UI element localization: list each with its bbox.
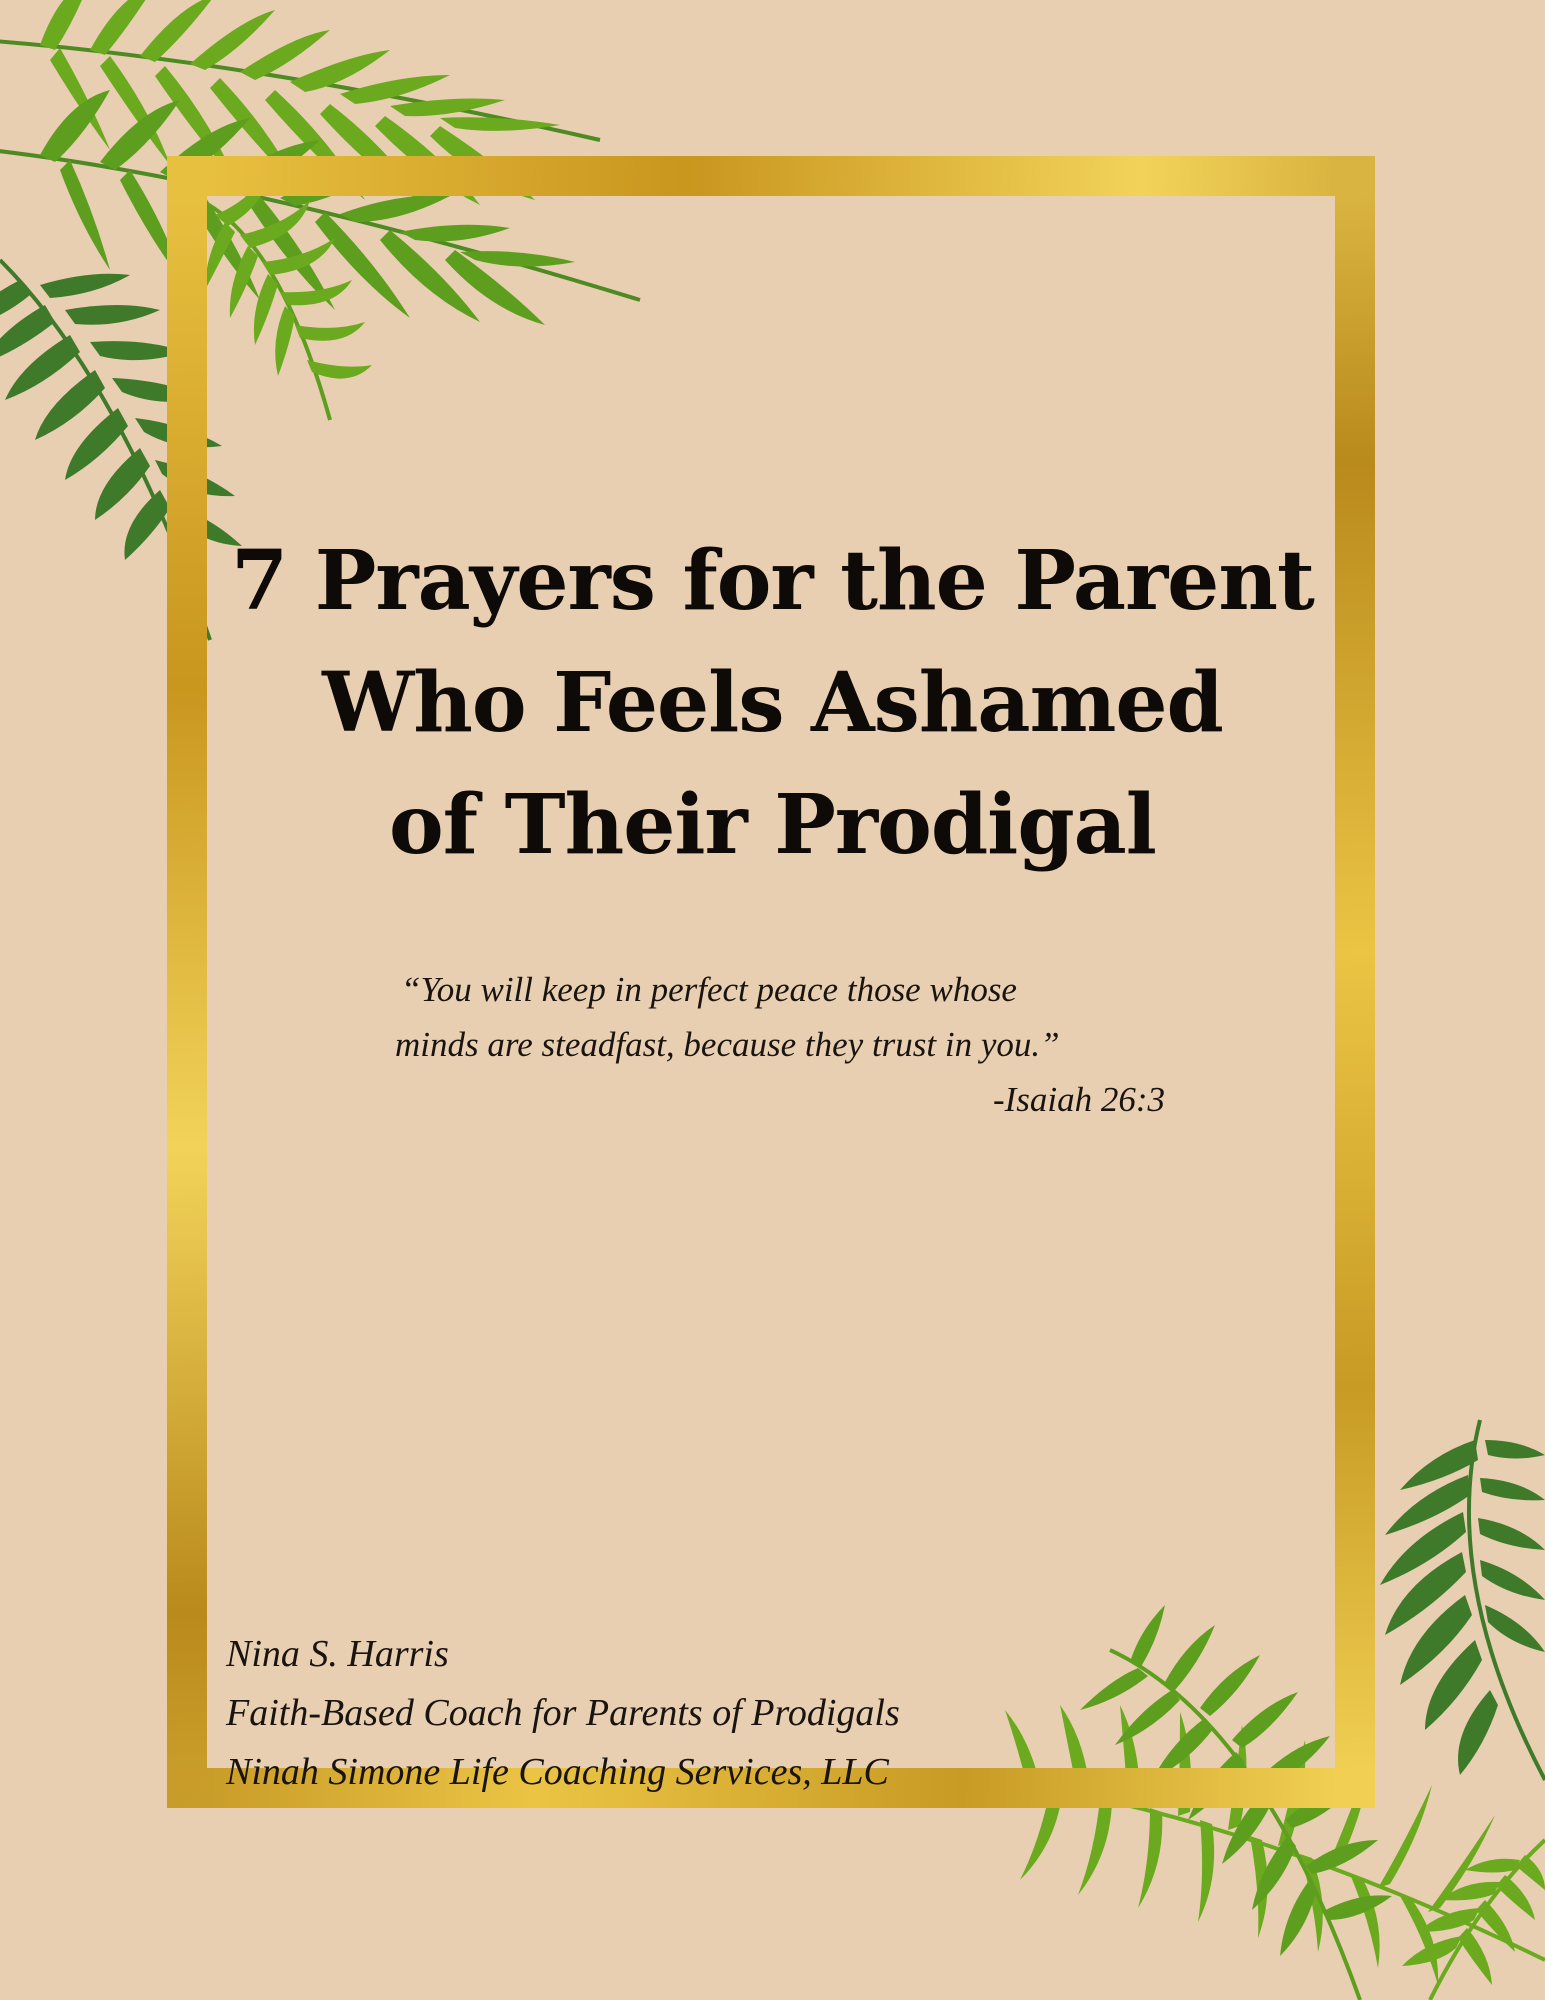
quote-citation: -Isaiah 26:3 (992, 1080, 1165, 1119)
page-title (230, 520, 1315, 886)
author-company: Ninah Simone Life Coaching Services, LLC (226, 1751, 889, 1793)
title-line-1: 7 Prayers for the Parent (231, 533, 1314, 629)
quote-line-1: “You will keep in perfect peace those whose (401, 970, 1017, 1009)
quote-line-2: minds are steadfast, because they trust in you.” (395, 1025, 1060, 1064)
author-name: Nina S. Harris (226, 1633, 449, 1675)
title-line-2: Who Feels Ashamed (322, 655, 1223, 751)
title-line-3: of Their Prodigal (389, 777, 1156, 873)
scripture-quote (395, 962, 1170, 1127)
author-role: Faith-Based Coach for Parents of Prodigals (226, 1692, 900, 1734)
author-block (226, 1625, 1226, 1802)
